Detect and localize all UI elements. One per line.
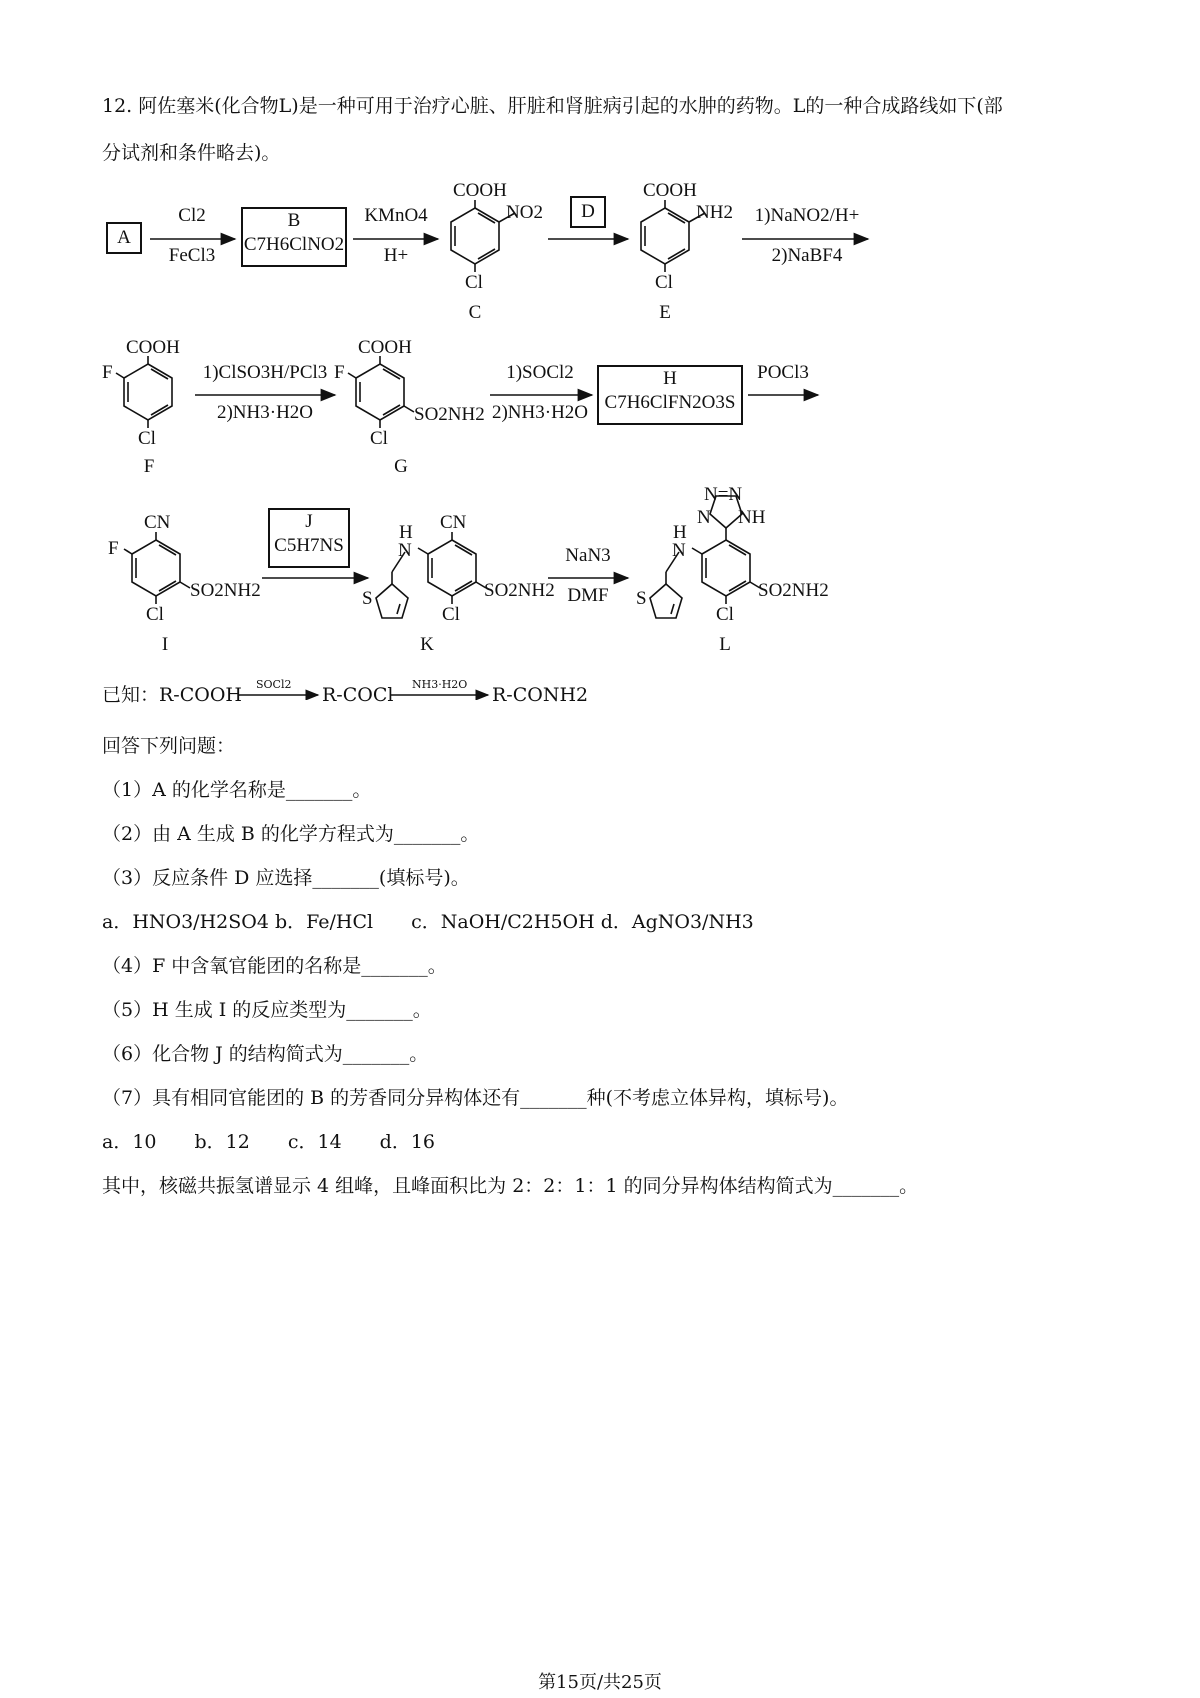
e-nh2: NH2 — [696, 202, 733, 223]
k-cl: Cl — [442, 604, 460, 625]
g-f: F — [334, 362, 345, 383]
known-prefix: 已知：R-COOH — [102, 684, 242, 706]
reagent-1-bottom: FeCl3 — [168, 245, 216, 266]
ring-i — [124, 532, 190, 604]
compound-j-box — [268, 508, 350, 568]
e-cl: Cl — [655, 272, 673, 293]
compound-j-formula: C5H7NS — [274, 535, 344, 556]
thiophene-l — [650, 584, 682, 618]
e-cooh: COOH — [643, 180, 697, 201]
reagent-9-bottom: DMF — [567, 585, 609, 606]
question-line-1: 12. 阿佐塞米(化合物L)是一种可用于治疗心脏、肝脏和肾脏病引起的水肿的药物。L的一种合成路线如下(部 — [102, 95, 1003, 117]
reagent-d-box: D — [570, 196, 606, 228]
known-mid: R-COCl — [322, 684, 394, 706]
l-tetrazole-top: N=N — [704, 484, 743, 505]
question-7-options: a．10 b．12 c．14 d．16 — [102, 1131, 436, 1153]
reagent-2-top: KMnO4 — [364, 205, 428, 226]
k-h: H — [399, 522, 413, 543]
question-7-followup: 其中，核磁共振氢谱显示 4 组峰，且峰面积比为 2：2：1：1 的同分异构体结构简式为_______。 — [102, 1175, 919, 1197]
i-so2nh2: SO2NH2 — [190, 580, 261, 601]
label-l: L — [719, 634, 731, 655]
l-tetrazole-nh: NH — [738, 507, 766, 528]
question-1: （1）A 的化学名称是_______。 — [102, 779, 372, 801]
reagent-6-bottom: 2)NH3·H2O — [491, 402, 589, 423]
known-arrow-2-label: NH3·H2O — [412, 678, 468, 691]
thiophene-k — [376, 584, 408, 618]
k-n: N — [398, 540, 412, 561]
label-f: F — [143, 456, 155, 477]
c-cl: Cl — [465, 272, 483, 293]
reagent-5-top: 1)ClSO3H/PCl3 — [202, 362, 328, 383]
i-cn: CN — [144, 512, 171, 533]
i-f: F — [108, 538, 119, 559]
question-7: （7）具有相同官能团的 B 的芳香同分异构体还有_______种(不考虑立体异构，填标号)。 — [102, 1087, 849, 1109]
known-arrow-1-label: SOCl2 — [256, 678, 292, 691]
f-cl: Cl — [138, 428, 156, 449]
k-so2nh2: SO2NH2 — [484, 580, 555, 601]
reagent-9-top: NaN3 — [565, 545, 611, 566]
question-4: （4）F 中含氧官能团的名称是_______。 — [102, 955, 447, 977]
l-s: S — [636, 588, 647, 609]
f-cooh: COOH — [126, 337, 180, 358]
label-i: I — [161, 634, 169, 655]
known-end: R-CONH2 — [492, 684, 589, 706]
reagent-6-top: 1)SOCl2 — [506, 362, 574, 383]
questions-intro: 回答下列问题： — [102, 735, 236, 757]
reagent-4-top: 1)NaNO2/H+ — [754, 205, 860, 226]
compound-b-box — [241, 207, 347, 267]
question-5: （5）H 生成 I 的反应类型为_______。 — [102, 999, 432, 1021]
question-line-2: 分试剂和条件略去)。 — [102, 142, 281, 164]
g-cl: Cl — [370, 428, 388, 449]
label-c: C — [468, 302, 482, 323]
k-cn: CN — [440, 512, 467, 533]
ring-g — [348, 356, 414, 428]
l-tetrazole-n: N — [697, 507, 711, 528]
compound-h-box — [597, 365, 743, 425]
compound-a-box: A — [106, 222, 142, 254]
i-cl: Cl — [146, 604, 164, 625]
compound-j-name: J — [305, 511, 313, 532]
compound-b-formula: C7H6ClNO2 — [243, 234, 345, 255]
reagent-4-bottom: 2)NaBF4 — [771, 245, 843, 266]
question-3-options: a．HNO3/H2SO4 b．Fe/HCl c．NaOH/C2H5OH d．AgNO3/NH3 — [102, 911, 754, 933]
label-g: G — [394, 456, 408, 477]
reagent-1-top: Cl2 — [178, 205, 206, 226]
page-footer: 第15页/共25页 — [538, 1672, 662, 1693]
ring-f — [116, 356, 172, 428]
f-f: F — [102, 362, 113, 383]
reagent-5-bottom: 2)NH3·H2O — [216, 402, 314, 423]
compound-b-name: B — [287, 210, 301, 231]
l-cl: Cl — [716, 604, 734, 625]
l-n: N — [672, 540, 686, 561]
question-2: （2）由 A 生成 B 的化学方程式为_______。 — [102, 823, 480, 845]
g-cooh: COOH — [358, 337, 412, 358]
label-e: E — [659, 302, 671, 323]
reagent-2-bottom: H+ — [383, 245, 409, 266]
label-k: K — [420, 634, 434, 655]
g-so2nh2: SO2NH2 — [414, 404, 485, 425]
k-s: S — [362, 588, 373, 609]
reagent-7-top: POCl3 — [757, 362, 809, 383]
compound-h-formula: C7H6ClFN2O3S — [604, 392, 736, 413]
question-3: （3）反应条件 D 应选择_______(填标号)。 — [102, 867, 470, 889]
l-h: H — [673, 522, 687, 543]
l-so2nh2: SO2NH2 — [758, 580, 829, 601]
compound-h-name: H — [663, 368, 677, 389]
c-no2: NO2 — [506, 202, 543, 223]
c-cooh: COOH — [453, 180, 507, 201]
question-6: （6）化合物 J 的结构简式为_______。 — [102, 1043, 429, 1065]
